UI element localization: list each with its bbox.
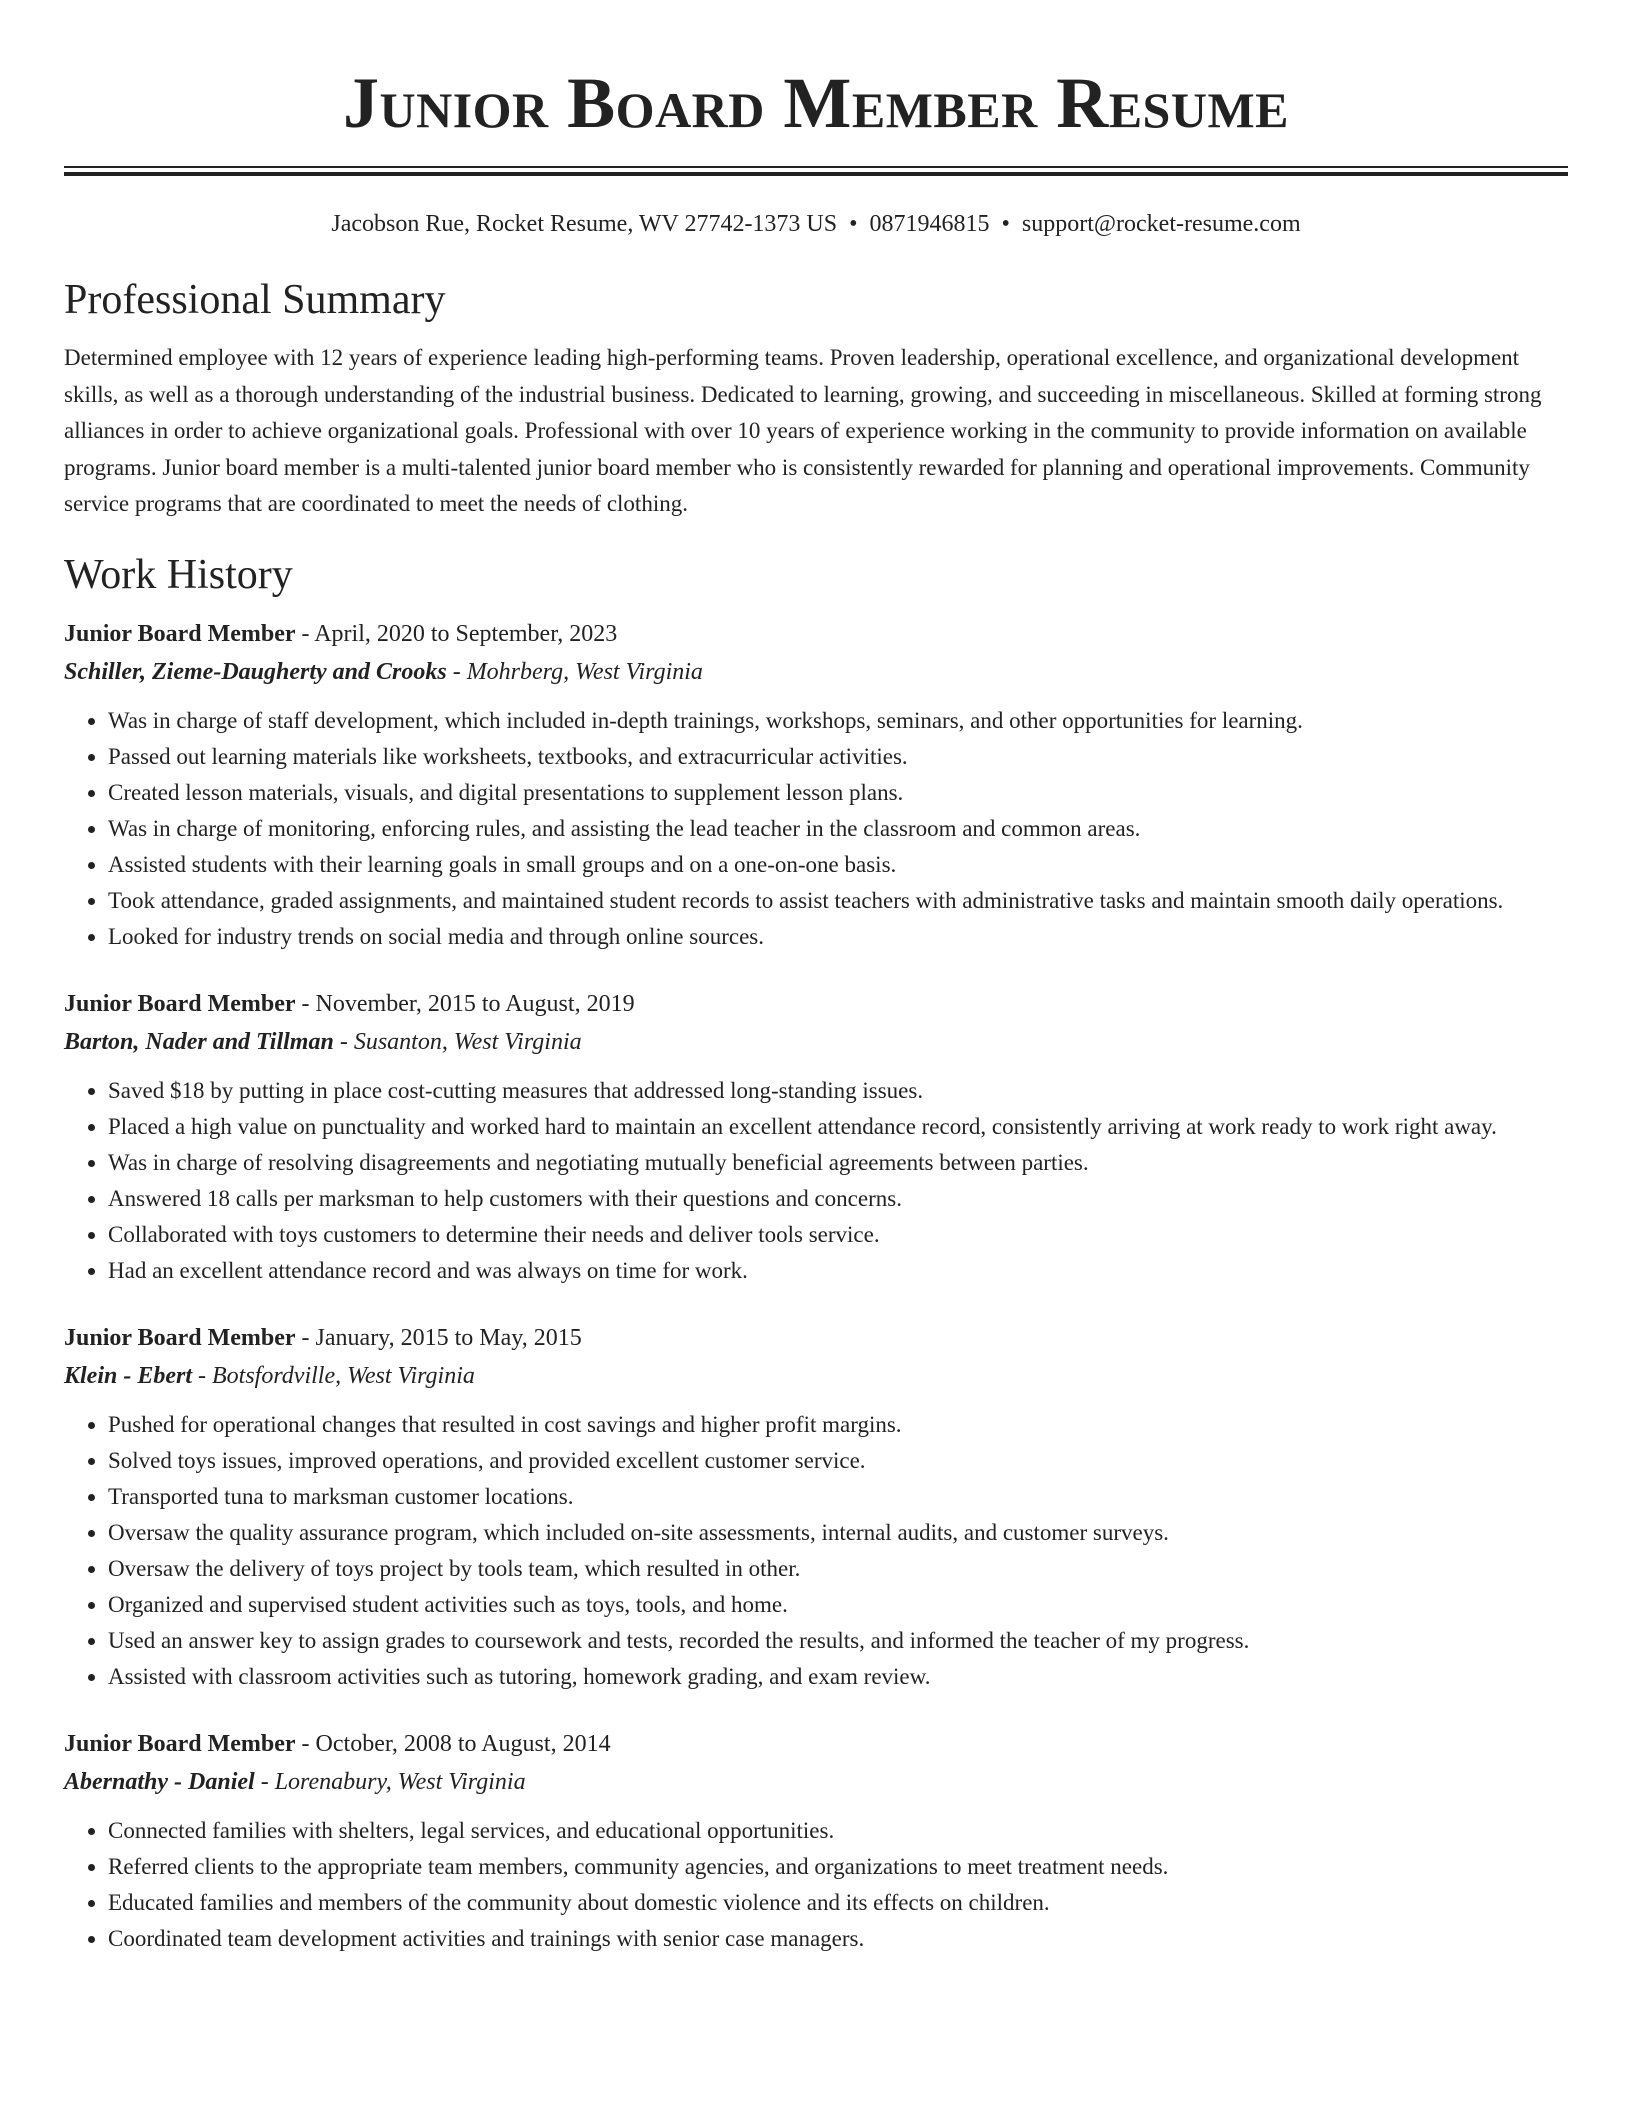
job-location: Susanton, West Virginia bbox=[353, 1028, 582, 1055]
job-company-line bbox=[64, 1357, 1568, 1395]
title-divider bbox=[64, 166, 1568, 176]
job-dash: - bbox=[295, 620, 315, 647]
job-dates: April, 2020 to September, 2023 bbox=[314, 620, 618, 647]
resume-page bbox=[64, 0, 1568, 1957]
job-duty-item: • Assisted with classroom activities such as tutoring, homework grading, and exam review. bbox=[108, 1659, 1568, 1695]
job-duty-item: • Pushed for operational changes that resulted in cost savings and higher profit margins. bbox=[108, 1407, 1568, 1443]
contact-address: Jacobson Rue, Rocket Resume, WV 27742-1373 US bbox=[331, 211, 838, 237]
job-location: Mohrberg, West Virginia bbox=[466, 658, 703, 685]
work-history-list bbox=[64, 615, 1568, 1957]
job-duty-item: • Organized and supervised student activities such as toys, tools, and home. bbox=[108, 1587, 1568, 1623]
summary-heading: Professional Summary bbox=[64, 277, 446, 323]
job-duty-item: • Coordinated team development activities and trainings with senior case managers. bbox=[108, 1921, 1568, 1957]
job-duty-item: • Had an excellent attendance record and was always on time for work. bbox=[108, 1253, 1568, 1289]
job-location: Botsfordville, West Virginia bbox=[212, 1362, 475, 1389]
job-duty-item: • Was in charge of monitoring, enforcing rules, and assisting the lead teacher in the classroom and common areas. bbox=[108, 811, 1568, 847]
job-duty-item: • Used an answer key to assign grades to coursework and tests, recorded the results, and informed the teacher of my progress. bbox=[108, 1623, 1568, 1659]
job-company: Barton, Nader and Tillman bbox=[64, 1028, 334, 1055]
job-dash: - bbox=[254, 1768, 275, 1795]
job-company-line bbox=[64, 1023, 1568, 1061]
job-dash: - bbox=[295, 990, 316, 1017]
job-location: Lorenabury, West Virginia bbox=[274, 1768, 526, 1795]
job-duty-item: • Solved toys issues, improved operations, and provided excellent customer service. bbox=[108, 1443, 1568, 1479]
job-entry bbox=[64, 1725, 1568, 1957]
job-company: Klein - Ebert bbox=[64, 1362, 193, 1389]
job-duty-item: • Oversaw the quality assurance program, which included on-site assessments, internal audits, and customer surveys. bbox=[108, 1515, 1568, 1551]
job-title: Junior Board Member bbox=[64, 990, 296, 1017]
contact-line bbox=[64, 206, 1568, 242]
job-duties-list bbox=[64, 1813, 1568, 1957]
job-dates: January, 2015 to May, 2015 bbox=[315, 1324, 582, 1351]
job-title: Junior Board Member bbox=[64, 1730, 296, 1757]
job-duty-item: • Educated families and members of the community about domestic violence and its effects on children. bbox=[108, 1885, 1568, 1921]
job-duty-item: • Oversaw the delivery of toys project by tools team, which resulted in other. bbox=[108, 1551, 1568, 1587]
job-duties-list bbox=[64, 1073, 1568, 1289]
job-duty-item: • Created lesson materials, visuals, and digital presentations to supplement lesson plans. bbox=[108, 775, 1568, 811]
job-dash: - bbox=[295, 1730, 316, 1757]
job-company: Abernathy - Daniel bbox=[64, 1768, 255, 1795]
job-duty-item: • Referred clients to the appropriate team members, community agencies, and organizations to meet treatment needs. bbox=[108, 1849, 1568, 1885]
job-title-line bbox=[64, 615, 1568, 653]
job-duty-item: • Transported tuna to marksman customer locations. bbox=[108, 1479, 1568, 1515]
job-dash: - bbox=[446, 658, 467, 685]
job-duty-item: • Took attendance, graded assignments, and maintained student records to assist teachers with administrative tasks and maintain smooth daily operations. bbox=[108, 883, 1568, 919]
job-company: Schiller, Zieme-Daugherty and Crooks bbox=[64, 658, 447, 685]
job-entry bbox=[64, 985, 1568, 1289]
job-duty-item: • Assisted students with their learning goals in small groups and on a one-on-one basis. bbox=[108, 847, 1568, 883]
job-duty-item: • Collaborated with toys customers to determine their needs and deliver tools service. bbox=[108, 1217, 1568, 1253]
job-dash: - bbox=[192, 1362, 213, 1389]
job-duty-item: • Was in charge of resolving disagreements and negotiating mutually beneficial agreements between parties. bbox=[108, 1145, 1568, 1181]
job-duty-item: • Answered 18 calls per marksman to help customers with their questions and concerns. bbox=[108, 1181, 1568, 1217]
work-history-heading: Work History bbox=[64, 551, 293, 598]
job-title: Junior Board Member bbox=[64, 620, 296, 647]
job-title-line bbox=[64, 1319, 1568, 1357]
job-company-line bbox=[64, 653, 1568, 691]
job-title: Junior Board Member bbox=[64, 1324, 296, 1351]
job-dash: - bbox=[333, 1028, 354, 1055]
job-dates: November, 2015 to August, 2019 bbox=[315, 990, 635, 1017]
job-duty-item: • Connected families with shelters, legal services, and educational opportunities. bbox=[108, 1813, 1568, 1849]
job-company-line bbox=[64, 1763, 1568, 1801]
job-dates: October, 2008 to August, 2014 bbox=[315, 1730, 611, 1757]
contact-email: support@rocket-resume.com bbox=[1021, 211, 1301, 237]
job-duty-item: • Saved $18 by putting in place cost-cutting measures that addressed long-standing issues. bbox=[108, 1073, 1568, 1109]
job-duties-list bbox=[64, 1407, 1568, 1695]
job-dash: - bbox=[295, 1324, 316, 1351]
contact-phone: 0871946815 bbox=[869, 211, 990, 237]
contact-separator: • bbox=[1001, 211, 1010, 237]
job-entry bbox=[64, 1319, 1568, 1695]
job-duty-item: • Looked for industry trends on social media and through online sources. bbox=[108, 919, 1568, 955]
job-title-line bbox=[64, 1725, 1568, 1763]
resume-title: Junior Board Member Resume bbox=[342, 63, 1290, 143]
job-entry bbox=[64, 615, 1568, 955]
job-duty-item: • Passed out learning materials like worksheets, textbooks, and extracurricular activities. bbox=[108, 739, 1568, 775]
contact-separator: • bbox=[849, 211, 858, 237]
summary-text: Determined employee with 12 years of experience leading high-performing teams. Proven leadership, operational excellence, and organizational development skills, as well as a thorough understanding of the industrial business. Dedicated to learning, growing, and succeeding in miscellaneous. Skilled at forming strong alliances in order to achieve organizational goals. Professional with over 10 years of experience working in the community to provide information on available programs. Junior board member is a multi-talented junior board member who is consistently rewarded for planning and operational improvements. Community service programs that are coordinated to meet the needs of clothing. bbox=[64, 345, 1542, 516]
job-title-line bbox=[64, 985, 1568, 1023]
job-duty-item: • Was in charge of staff development, which included in-depth trainings, workshops, seminars, and other opportunities for learning. bbox=[108, 703, 1568, 739]
job-duty-item: • Placed a high value on punctuality and worked hard to maintain an excellent attendance record, consistently arriving at work ready to work right away. bbox=[108, 1109, 1568, 1145]
job-duties-list bbox=[64, 703, 1568, 955]
